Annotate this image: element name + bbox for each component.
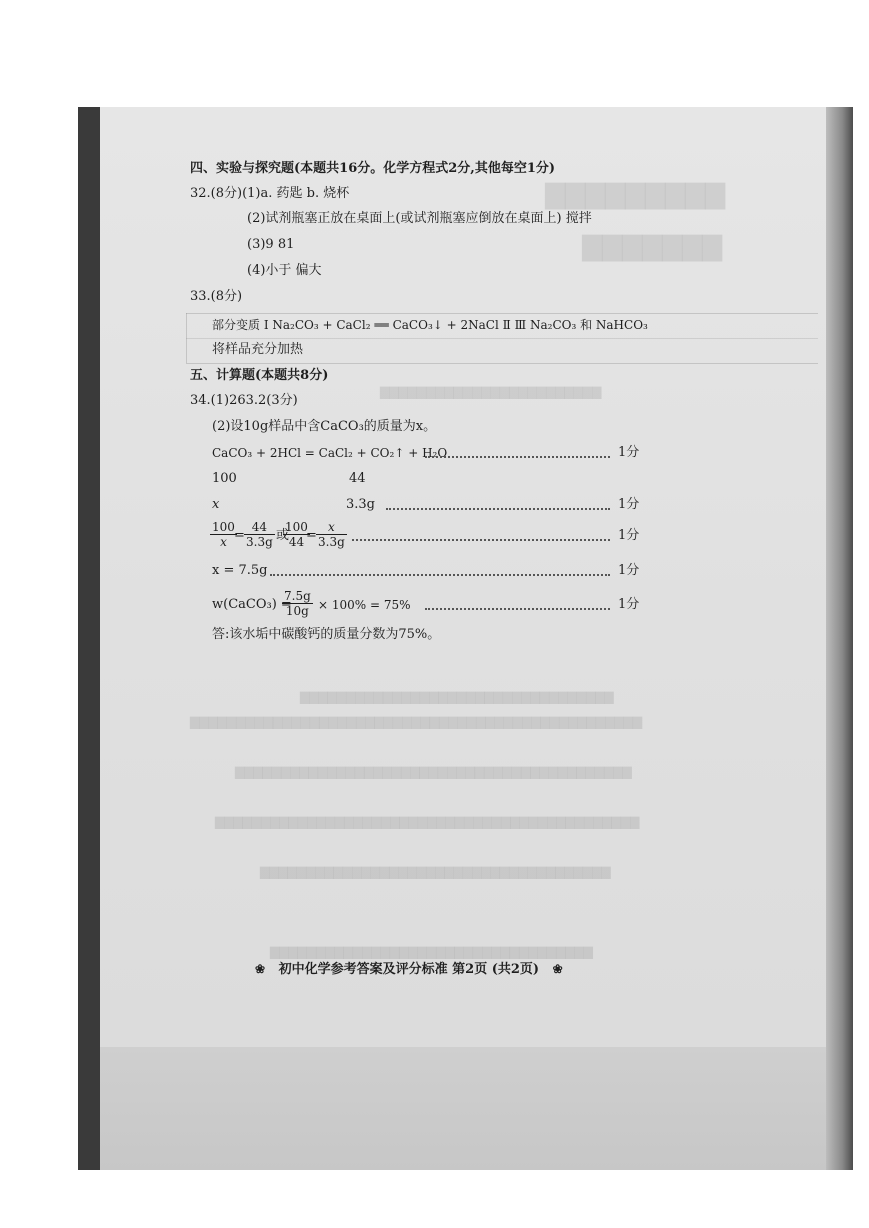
- table-rule-top: [186, 313, 818, 314]
- fraction-denominator: 3.3g: [318, 535, 345, 549]
- decorative-flower-icon: ❀: [552, 962, 563, 976]
- fraction-numerator: 44: [244, 520, 275, 535]
- q34-answer: 答:该水垢中碳酸钙的质量分数为75%。: [212, 627, 441, 642]
- q34-molar-mass-caco3: 100: [212, 471, 237, 486]
- score-point: 1分: [618, 445, 640, 460]
- fraction-denominator: 3.3g: [246, 535, 273, 549]
- bleed-through-line: ▇▇▇▇▇▇▇▇▇▇▇▇▇▇▇▇▇▇▇▇▇▇▇▇: [380, 385, 602, 399]
- decorative-flower-icon: ❀: [255, 962, 266, 976]
- paper-edge-shadow: [826, 107, 853, 1170]
- bleed-through-line: ▇▇▇▇▇▇▇▇▇▇▇▇▇▇▇▇▇▇▇▇▇▇▇▇▇▇▇▇▇▇▇▇▇▇▇▇▇▇: [260, 865, 611, 879]
- fraction-denominator: 44: [288, 535, 305, 549]
- table-rule-left: [186, 313, 187, 363]
- q34-part2-setup: (2)设10g样品中含CaCO₃的质量为x。: [212, 419, 437, 434]
- or-text: 或: [276, 528, 290, 543]
- q32-line4: (4)小于 偏大: [247, 263, 322, 278]
- score-point: 1分: [618, 563, 640, 578]
- q34-part1: 34.(1)263.2(3分): [190, 393, 298, 408]
- q34-equation: CaCO₃ + 2HCl = CaCl₂ + CO₂↑ + H₂O: [212, 446, 448, 460]
- q34-x-result: x = 7.5g: [212, 563, 268, 578]
- bleed-through-line: ▇▇▇▇▇▇▇▇▇▇▇▇▇▇▇▇▇▇▇▇▇▇▇▇▇▇▇▇▇▇▇▇▇▇▇: [270, 945, 593, 959]
- leader-dots: [352, 539, 610, 541]
- q32-line2: (2)试剂瓶塞正放在桌面上(或试剂瓶塞应倒放在桌面上) 搅拌: [247, 211, 592, 226]
- fraction-44-over-mass: [244, 520, 275, 549]
- bleed-through-line: ▇▇▇▇▇▇▇▇▇▇▇▇▇▇▇▇▇▇▇▇▇▇▇▇▇▇▇▇▇▇▇▇▇▇▇▇▇▇▇▇▇▇▇▇▇▇▇▇▇: [190, 715, 643, 729]
- fraction-numerator: 100: [285, 520, 308, 534]
- fraction-numerator: 7.5g: [284, 589, 311, 603]
- score-point: 1分: [618, 497, 640, 512]
- fraction-x-over-mass: [316, 520, 347, 549]
- q33-line2: 将样品充分加热: [212, 342, 304, 357]
- leader-dots: [386, 508, 610, 510]
- table-rule-bottom: [186, 363, 818, 364]
- q33-line1: 部分变质 Ⅰ Na₂CO₃ + CaCl₂ ══ CaCO₃↓ + 2NaCl Ⅱ Ⅲ Na₂CO₃ 和 NaHCO₃: [212, 318, 648, 332]
- section4-heading: 四、实验与探究题(本题共16分。化学方程式2分,其他每空1分): [190, 161, 556, 176]
- fraction-denominator: x: [220, 535, 227, 549]
- q34-molar-mass-co2: 44: [349, 471, 366, 486]
- fraction-denominator: 10g: [285, 604, 309, 618]
- bleed-through-title: ▇▇▇▇▇▇▇▇▇: [545, 180, 725, 210]
- bleed-through-line: ▇▇▇▇▇▇▇▇▇▇▇▇▇▇▇▇▇▇▇▇▇▇▇▇▇▇▇▇▇▇▇▇▇▇: [300, 690, 614, 704]
- q34-mass-fraction-result: × 100% = 75%: [318, 598, 411, 612]
- q34-mass-fraction-label: w(CaCO₃) =: [212, 597, 292, 612]
- fraction-numerator: x: [316, 520, 347, 535]
- fraction-7.5g-over-10g: [282, 589, 313, 618]
- leader-dots: [425, 456, 610, 458]
- score-point: 1分: [618, 597, 640, 612]
- fraction-100-over-x: [210, 520, 237, 549]
- q34-unknown-x: x: [212, 497, 220, 512]
- bleed-through-line: ▇▇▇▇▇▇▇▇▇▇▇▇▇▇▇▇▇▇▇▇▇▇▇▇▇▇▇▇▇▇▇▇▇▇▇▇▇▇▇▇▇▇▇: [235, 765, 632, 779]
- q32-line1: 32.(8分)(1)a. 药匙 b. 烧杯: [190, 186, 350, 201]
- page-footer: [255, 958, 563, 977]
- section5-heading: 五、计算题(本题共8分): [190, 368, 329, 383]
- footer-text: 初中化学参考答案及评分标准 第2页 (共2页): [278, 962, 540, 977]
- score-point: 1分: [618, 528, 640, 543]
- equals-sign: =: [306, 528, 317, 543]
- leader-dots: [270, 574, 610, 576]
- q32-line3: (3)9 81: [247, 237, 295, 252]
- q33-label: 33.(8分): [190, 289, 243, 304]
- q34-co2-mass: 3.3g: [346, 497, 375, 512]
- bleed-through-subtitle: ▇▇▇▇▇▇▇: [582, 232, 722, 262]
- table-rule-mid: [186, 338, 818, 339]
- equals-sign: =: [234, 528, 245, 543]
- fraction-numerator: 100: [212, 520, 235, 534]
- leader-dots: [425, 608, 610, 610]
- paper-bottom-area: [100, 1047, 826, 1170]
- bleed-through-line: ▇▇▇▇▇▇▇▇▇▇▇▇▇▇▇▇▇▇▇▇▇▇▇▇▇▇▇▇▇▇▇▇▇▇▇▇▇▇▇▇▇▇▇▇▇▇: [215, 815, 640, 829]
